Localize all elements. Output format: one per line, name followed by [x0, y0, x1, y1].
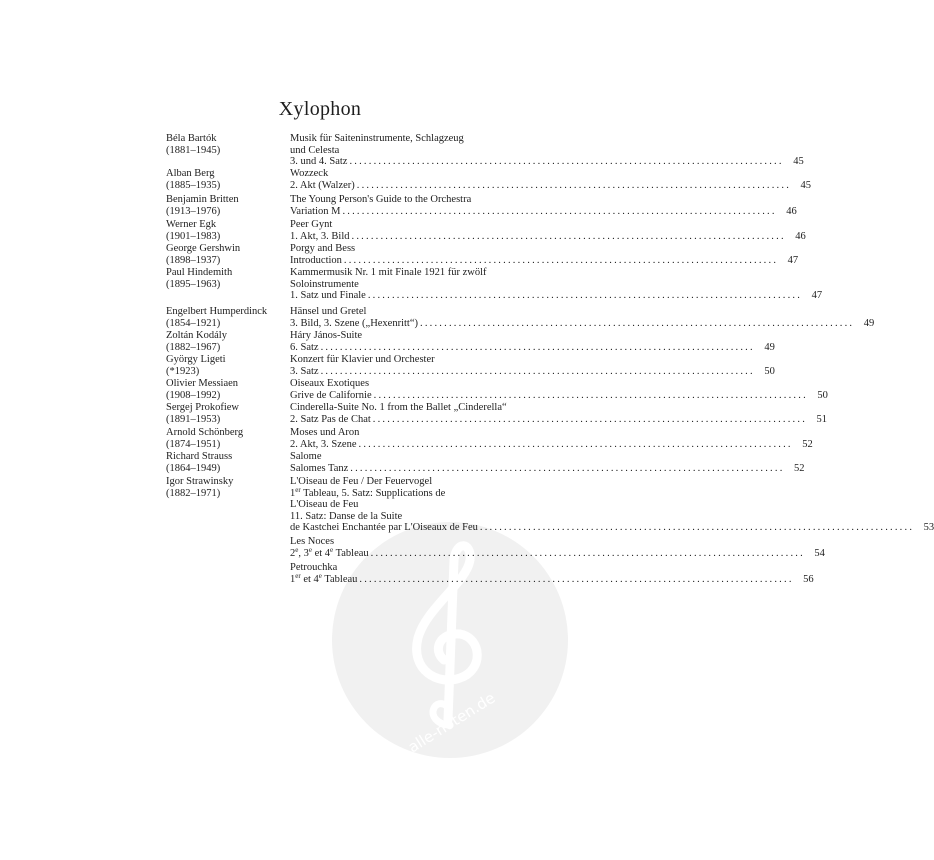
work-entry	[290, 476, 934, 534]
work-title: Hänsel und Gretel	[290, 306, 367, 317]
page-number: 51	[816, 413, 828, 425]
toc-entry-text: 1er et 4e Tableau	[290, 571, 358, 585]
dot-leader: ..........................................................................................	[320, 365, 755, 377]
composer-dates: (1854–1921)	[166, 317, 221, 329]
composer-dates: (1885–1935)	[166, 179, 221, 191]
page-number: 54	[814, 547, 825, 559]
work-title: L'Oiseau de Feu / Der Feuervogel	[290, 476, 433, 487]
page-number: 45	[793, 156, 804, 167]
work-entry	[290, 427, 813, 450]
composer-entry	[166, 476, 286, 499]
composer-name: Alban Berg	[166, 168, 215, 179]
work-entry	[290, 243, 799, 266]
composer-dates: (1882–1971)	[166, 487, 221, 499]
composer-entry	[166, 451, 286, 474]
work-entry	[290, 330, 775, 353]
dot-leader: ..........................................................................................	[342, 205, 777, 217]
toc-entry-text: 2e, 3e et 4e Tableau	[290, 545, 369, 559]
composer-entry	[166, 427, 286, 450]
work-entry	[290, 168, 812, 191]
work-title: Peer Gynt	[290, 219, 333, 230]
composer-entry	[166, 330, 286, 353]
toc-line[interactable]	[290, 462, 805, 475]
work-entry	[290, 133, 804, 168]
toc-line[interactable]	[290, 341, 775, 354]
work-title: Petrouchka	[290, 562, 338, 573]
toc-line[interactable]	[290, 254, 799, 267]
composer-name: Igor Strawinsky	[166, 476, 234, 487]
composer-name: Zoltán Kodály	[166, 330, 227, 341]
composer-entry	[166, 306, 286, 329]
work-title: Salome	[290, 451, 322, 462]
dot-leader: ..........................................................................................	[349, 156, 784, 167]
composer-dates: (1864–1949)	[166, 462, 221, 474]
work-entry	[290, 306, 875, 329]
composer-dates: (1913–1976)	[166, 205, 221, 217]
page-number: 46	[786, 205, 797, 217]
work-entry	[290, 378, 828, 401]
composer-entry	[166, 378, 286, 401]
work-entry	[290, 536, 825, 559]
dot-leader: ..........................................................................................	[479, 522, 915, 533]
toc-line[interactable]	[290, 179, 812, 192]
dot-leader: ..........................................................................................	[351, 230, 786, 242]
work-title: Porgy and Bess	[290, 243, 356, 254]
composer-dates: (1908–1992)	[166, 389, 221, 401]
toc-entry-text: 3. Bild, 3. Szene („Hexenritt“)	[290, 317, 418, 329]
composer-name: Werner Egk	[166, 219, 217, 230]
composer-dates: (1882–1967)	[166, 341, 221, 353]
composer-dates: (*1923)	[166, 365, 200, 377]
dot-leader: ..........................................................................................	[370, 547, 805, 559]
page-number: 52	[794, 462, 805, 474]
work-title: Háry János-Suite	[290, 330, 363, 341]
watermark-text: alle-noten.de	[404, 688, 499, 757]
toc-line[interactable]	[290, 290, 823, 302]
toc-entry-text: 6. Satz	[290, 341, 319, 353]
page-title: Xylophon	[278, 98, 362, 120]
toc-entry-text: Introduction	[290, 254, 342, 266]
toc-entry-text: de Kastchei Enchantée par L'Oiseaux de Feu	[290, 522, 478, 533]
toc-line[interactable]	[290, 365, 775, 378]
work-title: Soloinstrumente	[290, 278, 359, 290]
page-number: 56	[803, 573, 814, 585]
dot-leader: ..........................................................................................	[367, 290, 803, 301]
composer-dates: (1901–1983)	[166, 230, 221, 242]
composer-name: Paul Hindemith	[166, 267, 233, 278]
toc-entry-text: 1. Akt, 3. Bild	[290, 230, 350, 242]
work-title: L'Oiseau de Feu	[290, 499, 359, 510]
composer-entry	[166, 219, 286, 242]
composer-dates: (1881–1945)	[166, 144, 221, 156]
page-number: 52	[802, 438, 813, 450]
composer-name: Olivier Messiaen	[166, 378, 239, 389]
composer-name: György Ligeti	[166, 354, 226, 365]
work-title: Moses und Aron	[290, 427, 360, 438]
toc-line[interactable]	[290, 438, 813, 451]
dot-leader: ..........................................................................................	[356, 179, 792, 191]
composer-entry	[166, 194, 286, 217]
composer-entry	[166, 354, 286, 377]
work-entry	[290, 194, 797, 217]
work-title: Kammermusik Nr. 1 mit Finale 1921 für zwölf	[290, 267, 487, 278]
work-entry	[290, 267, 823, 302]
dot-leader: ..........................................................................................	[343, 254, 779, 266]
page-number: 53	[923, 522, 934, 533]
dot-leader: ..........................................................................................	[350, 462, 785, 474]
composer-name: Béla Bartók	[166, 133, 217, 144]
composer-entry	[166, 402, 286, 425]
composer-name: Arnold Schönberg	[166, 427, 244, 438]
toc-line[interactable]	[290, 522, 934, 534]
toc-entry-text: 2. Akt (Walzer)	[290, 179, 355, 191]
page-number: 47	[811, 290, 823, 301]
composer-dates: (1891–1953)	[166, 413, 221, 425]
work-entry	[290, 219, 806, 242]
composer-entry	[166, 267, 286, 290]
page-number: 47	[787, 254, 799, 266]
composer-name: Engelbert Humperdinck	[166, 306, 268, 317]
toc-line[interactable]	[290, 230, 806, 243]
composer-name: Sergej Prokofiew	[166, 402, 240, 413]
toc-line[interactable]	[290, 413, 828, 426]
work-entry	[290, 354, 775, 377]
composer-entry	[166, 168, 286, 191]
toc-entry-text: Salomes Tanz	[290, 462, 349, 474]
page-number: 49	[863, 317, 875, 329]
work-title: Konzert für Klavier und Orchester	[290, 354, 435, 365]
composer-name: George Gershwin	[166, 243, 241, 254]
dot-leader: ..........................................................................................	[373, 389, 808, 401]
work-title: Cinderella-Suite No. 1 from the Ballet „Cinderella“	[290, 402, 507, 413]
toc-entry-text: Grive de Californie	[290, 389, 372, 401]
page-number: 50	[764, 365, 775, 377]
work-title: Wozzeck	[290, 168, 329, 179]
composer-dates: (1895–1963)	[166, 278, 221, 290]
work-title: 11. Satz: Danse de la Suite	[290, 510, 403, 522]
dot-leader: ..........................................................................................	[320, 341, 755, 353]
dot-leader: ..........................................................................................	[358, 438, 793, 450]
toc-entry-text: 1. Satz und Finale	[290, 290, 366, 301]
work-title: Oiseaux Exotiques	[290, 378, 370, 389]
toc-line[interactable]	[290, 545, 825, 560]
toc-line[interactable]	[290, 317, 875, 330]
toc-line[interactable]	[290, 389, 828, 402]
work-entry	[290, 451, 805, 474]
composer-dates: (1874–1951)	[166, 438, 221, 450]
work-title: Les Noces	[290, 536, 335, 547]
page-number: 46	[795, 230, 806, 242]
toc-entry-text: 3. und 4. Satz	[290, 156, 348, 167]
composer-dates: (1898–1937)	[166, 254, 221, 266]
page-number: 50	[817, 389, 828, 401]
work-entry	[290, 562, 814, 585]
toc-entry-text: 3. Satz	[290, 365, 319, 377]
composer-name: Benjamin Britten	[166, 194, 239, 205]
work-title: The Young Person's Guide to the Orchestra	[290, 194, 472, 205]
toc-line[interactable]	[290, 571, 814, 586]
work-entry	[290, 402, 828, 425]
dot-leader: ..........................................................................................	[359, 573, 794, 585]
toc-line[interactable]	[290, 156, 804, 168]
work-title: Musik für Saiteninstrumente, Schlagzeug	[290, 133, 464, 144]
work-title: und Celesta	[290, 144, 340, 156]
composer-entry	[166, 133, 286, 156]
page-number: 45	[800, 179, 812, 191]
page-number: 49	[764, 341, 775, 353]
dot-leader: ..........................................................................................	[420, 317, 855, 329]
toc-line[interactable]	[290, 205, 797, 218]
composer-name: Richard Strauss	[166, 451, 233, 462]
toc-entry-text: Variation M	[290, 205, 341, 217]
dot-leader: ..........................................................................................	[372, 413, 808, 425]
toc-entry-text: 2. Akt, 3. Szene	[290, 438, 357, 450]
composer-entry	[166, 243, 286, 266]
work-title: 1er Tableau, 5. Satz: Supplications de	[290, 485, 446, 499]
toc-entry-text: 2. Satz Pas de Chat	[290, 413, 371, 425]
